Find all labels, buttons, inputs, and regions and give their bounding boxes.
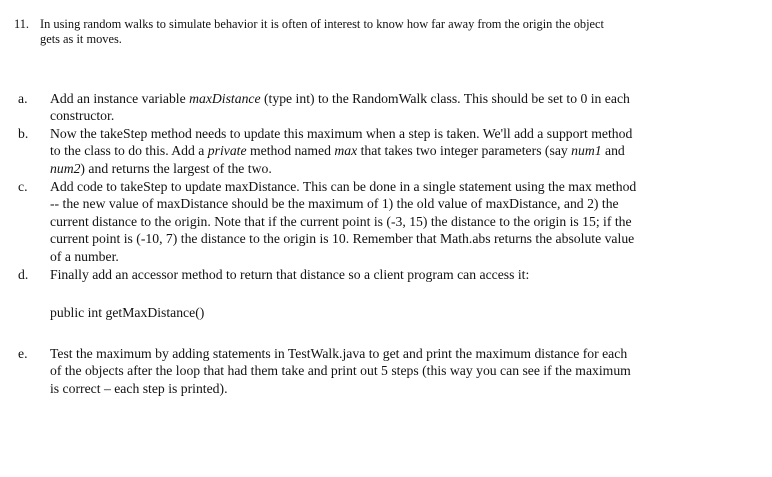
item-c-line-1: Add code to takeStep to update maxDistance. This can be done in a single statement using the max method [50, 179, 637, 194]
question-line-2: gets as it moves. [40, 32, 122, 46]
item-c-body [50, 178, 718, 265]
item-b-text-5: ) and returns the largest of the two. [80, 160, 272, 176]
item-e [18, 345, 718, 397]
item-a-label: a. [18, 91, 28, 106]
item-b-text-2: method named [246, 143, 335, 159]
item-d-body [50, 266, 718, 283]
item-c-line-5: of a number. [50, 248, 119, 264]
item-a-text: Add an instance variable [50, 91, 190, 106]
item-d-line-1: Finally add an accessor method to return that distance so a client program can access it: [50, 267, 530, 282]
item-b-num2: num2 [50, 160, 81, 176]
question-header [14, 17, 714, 47]
item-b-text: to the class to do this. Add a [50, 143, 208, 159]
item-b-body [50, 125, 718, 177]
item-e-label: e. [18, 346, 28, 361]
item-c-line-2: -- the new value of maxDistance should be the maximum of 1) the old value of maxDistance, and 2) the [50, 196, 619, 212]
item-a-text-2: (type int) to the RandomWalk class. This should be set to 0 in each [260, 91, 630, 106]
item-c-line-4: current point is (-10, 7) the distance to the origin is 10. Remember that Math.abs returns the absolute value [50, 231, 635, 247]
item-c [18, 178, 718, 265]
item-a-line-1 [50, 90, 718, 107]
item-c-line-3: current distance to the origin. Note that if the current point is (-3, 15) the distance to the origin is 15; if the [50, 213, 632, 229]
item-b-line-1: Now the takeStep method needs to update this maximum when a step is taken. We'll add a support method [50, 126, 633, 141]
item-e-line-3: is correct – each step is printed). [50, 380, 228, 396]
item-b-max: max [334, 143, 358, 159]
item-e-body [50, 345, 718, 397]
item-b-line-2 [50, 142, 718, 159]
method-signature: public int getMaxDistance() [50, 305, 205, 320]
item-e-line-1: Test the maximum by adding statements in TestWalk.java to get and print the maximum distance for each [50, 346, 628, 361]
item-a-body [50, 90, 718, 125]
item-a [18, 90, 718, 125]
question-text-1: In using random walks to simulate behavior it is often of interest to know how far away from the origin the object [40, 17, 604, 31]
item-b-line-3 [50, 160, 718, 177]
question-number: 11. [14, 17, 30, 31]
item-b-private: private [207, 143, 247, 159]
item-b-text-4: and [601, 143, 625, 159]
item-c-label: c. [18, 179, 28, 194]
item-a-variable: maxDistance [189, 91, 261, 106]
item-b-label: b. [18, 126, 29, 141]
item-d-label: d. [18, 267, 29, 282]
item-a-line-2: constructor. [50, 108, 115, 124]
item-b-num1: num1 [571, 143, 602, 159]
question-line-1 [14, 17, 714, 32]
item-d [18, 266, 718, 283]
item-b-text-3: that takes two integer parameters (say [357, 143, 572, 159]
item-b [18, 125, 718, 177]
item-e-line-2: of the objects after the loop that had them take and print out 5 steps (this way you can see if the maximum [50, 363, 631, 379]
